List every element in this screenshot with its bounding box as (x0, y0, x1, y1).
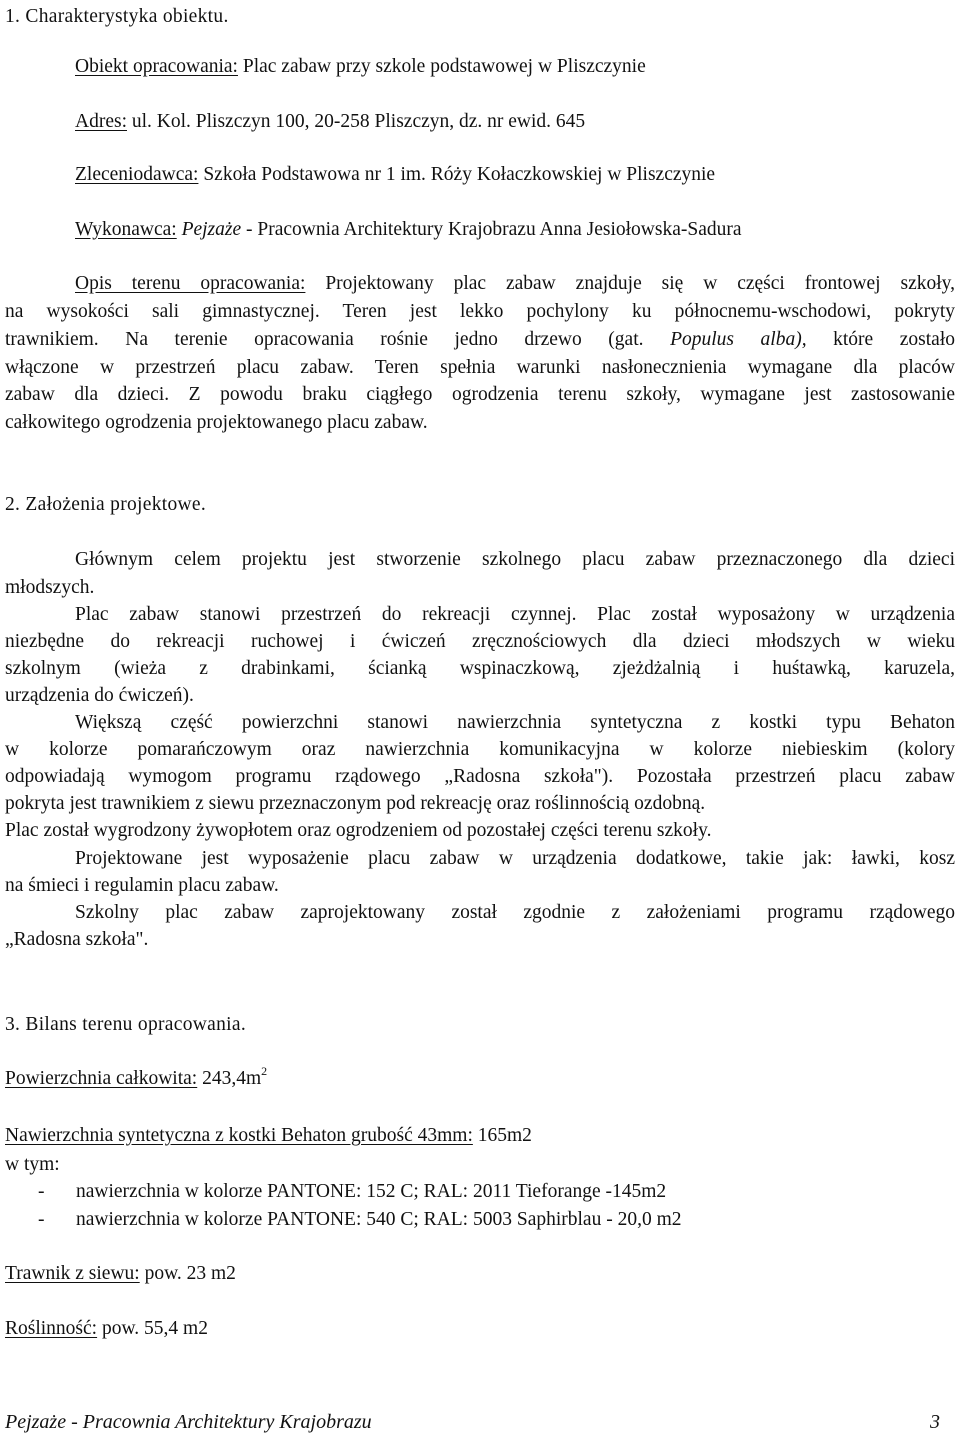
section-3-heading: 3. Bilans terenu opracowania. (5, 1014, 246, 1035)
nawierzchnia-value: 165m2 (472, 1125, 532, 1146)
obiekt-label: Obiekt opracowania: (75, 56, 238, 77)
list-item-text-2: nawierzchnia w kolorze PANTONE: 540 C; RAL: 5003 Saphirblau - 20,0 m2 (76, 1209, 682, 1230)
footer-title: Pejzaże - Pracownia Architektury Krajobrazu (5, 1411, 372, 1433)
p2-line-1: Plac zabaw stanowi przestrzeń do rekreacji czynnej. Plac został wyposażony w urządzenia (75, 604, 955, 625)
powierzchnia-sup: 2 (261, 1064, 268, 1078)
wykonawca-label: Wykonawca: (75, 219, 177, 240)
section-2-heading: 2. Założenia projektowe. (5, 494, 207, 515)
p6-line-2: „Radosna szkoła". (5, 929, 149, 950)
zleceniodawca-line (75, 163, 715, 187)
p5-line-1: Projektowane jest wyposażenie placu zabaw w urządzenia dodatkowe, takie jak: ławki, kosz (75, 848, 955, 869)
p3-line-3: odpowiadają wymogom programu rządowego „Radosna szkoła"). Pozostała przestrzeń placu zabaw (5, 766, 955, 787)
w-tym: w tym: (5, 1154, 60, 1175)
opis-label: Opis terenu opracowania: (75, 273, 306, 294)
opis-line-6: całkowitego ogrodzenia projektowanego placu zabaw. (5, 412, 428, 433)
p5-line-2: na śmieci i regulamin placu zabaw. (5, 875, 279, 896)
p2-line-2: niezbędne do rekreacji ruchowej i ćwiczeń zręcznościowych dla dzieci młodszych w wieku (5, 631, 955, 652)
wykonawca-value: - Pracownia Architektury Krajobrazu Anna Jesiołowska-Sadura (241, 219, 742, 240)
nawierzchnia-label: Nawierzchnia syntetyczna z kostki Behaton grubość 43mm: (5, 1125, 473, 1146)
opis-line-2: na wysokości sali gimnastycznej. Teren jest lekko pochylony ku północnemu-wschodowi, pokryty (5, 301, 955, 322)
opis-line-4: włączone w przestrzeń placu zabaw. Teren spełnia warunki nasłonecznienia wymagane dla placów (5, 357, 955, 378)
adres-label: Adres: (75, 111, 127, 132)
p2-line-4: urządzenia do ćwiczeń). (5, 685, 194, 706)
wykonawca-line (75, 218, 742, 242)
adres-line (75, 110, 585, 134)
page-number: 3 (930, 1411, 940, 1433)
list-item (0, 1180, 960, 1204)
opis-line-1 (75, 272, 955, 296)
wykonawca-italic: Pejzaże (176, 219, 242, 240)
powierzchnia-line (5, 1064, 268, 1091)
trawnik-label: Trawnik z siewu: (5, 1263, 140, 1284)
list-dash: - (38, 1181, 45, 1202)
obiekt-line (75, 55, 646, 79)
roslinnosc-label: Roślinność: (5, 1318, 98, 1339)
opis-line-3 (5, 328, 955, 352)
p1-line-1: Głównym celem projektu jest stworzenie szkolnego placu zabaw przeznaczonego dla dzieci (75, 549, 955, 570)
roslinnosc-line (5, 1317, 208, 1341)
obiekt-value: Plac zabaw przy szkole podstawowej w Pliszczynie (237, 56, 646, 77)
list-dash: - (38, 1209, 45, 1230)
opis-text-3-end: które zostało (806, 329, 955, 350)
zleceniodawca-label: Zleceniodawca: (75, 164, 199, 185)
p3-line-2: w kolorze pomarańczowym oraz nawierzchnia komunikacyjna w kolorze niebieskim (kolory (5, 739, 955, 760)
p6-line-1: Szkolny plac zabaw zaprojektowany został zgodnie z założeniami programu rządowego (75, 902, 955, 923)
opis-line-5: zabaw dla dzieci. Z powodu braku ciągłego ogrodzenia terenu szkoły, wymagane jest zastosowanie (5, 384, 955, 405)
p4-line-1: Plac został wygrodzony żywopłotem oraz ogrodzeniem od pozostałej części terenu szkoły. (5, 820, 712, 841)
nawierzchnia-line (5, 1124, 532, 1148)
list-item (0, 1208, 960, 1232)
powierzchnia-label: Powierzchnia całkowita: (5, 1068, 198, 1089)
opis-italic-3: Populus alba), (643, 329, 807, 350)
powierzchnia-value: 243,4m (197, 1068, 262, 1089)
p3-line-1: Większą część powierzchni stanowi nawierzchnia syntetyczna z kostki typu Behaton (75, 712, 955, 733)
trawnik-line (5, 1262, 236, 1286)
trawnik-value: pow. 23 m2 (139, 1263, 236, 1284)
opis-text-1: Projektowany plac zabaw znajduje się w części frontowej szkoły, (305, 273, 955, 294)
adres-value: ul. Kol. Pliszczyn 100, 20-258 Pliszczyn, dz. nr ewid. 645 (127, 111, 586, 132)
opis-text-3: trawnikiem. Na terenie opracowania rośnie jedno drzewo (gat. (5, 329, 644, 350)
list-item-text-1: nawierzchnia w kolorze PANTONE: 152 C; RAL: 2011 Tieforange -145m2 (76, 1181, 667, 1202)
p3-line-4: pokryta jest trawnikiem z siewu przeznaczonym pod rekreację oraz roślinnością ozdobną. (5, 793, 706, 814)
p1-line-2: młodszych. (5, 577, 95, 598)
zleceniodawca-value: Szkoła Podstawowa nr 1 im. Róży Kołaczkowskiej w Pliszczynie (198, 164, 716, 185)
p2-line-3: szkolnym (wieża z drabinkami, ścianką wspinaczkową, zjeżdżalnią i huśtawką, karuzela, (5, 658, 955, 679)
section-1-heading: 1. Charakterystyka obiektu. (5, 6, 229, 27)
roslinnosc-value: pow. 55,4 m2 (97, 1318, 208, 1339)
